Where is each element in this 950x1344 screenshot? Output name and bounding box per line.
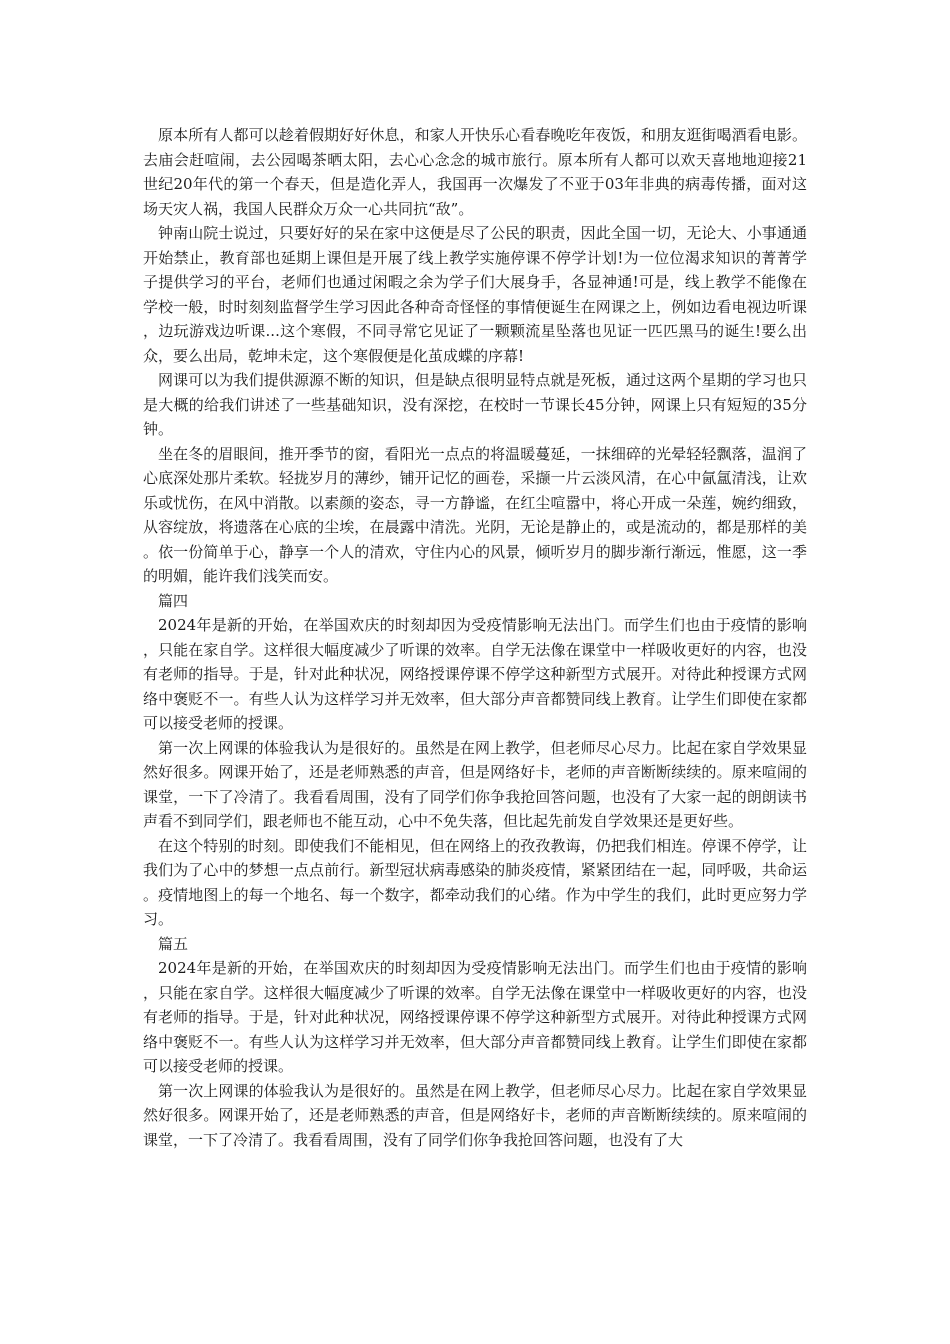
paragraph: 2024年是新的开始，在举国欢庆的时刻却因为受疫情影响无法出门。而学生们也由于疫情的影响，只能在家自学。这样很大幅度减少了听课的效率。自学无法像在课堂中一样吸收更好的内容，也没有老师的指导。于是，针对此种状况，网络授课停课不停学这种新型方式展开。对待此种授课方式网络中褒贬不一。有些人认为这样学习并无效率，但大部分声音都赞同线上教育。让学生们即使在家都可以接受老师的授课。	[143, 959, 807, 1075]
paragraph: 网课可以为我们提供源源不断的知识，但是缺点很明显特点就是死板，通过这两个星期的学习也只是大概的给我们讲述了一些基础知识，没有深挖，在校时一节课长45分钟，网课上只有短短的35分钟。	[143, 371, 807, 438]
section-heading: 篇五	[158, 934, 189, 953]
paragraph: 第一次上网课的体验我认为是很好的。虽然是在网上教学，但老师尽心尽力。比起在家自学效果显然好很多。网课开始了，还是老师熟悉的声音，但是网络好卡，老师的声音断断续续的。原来喧闹的课堂，一下了冷清了。我看看周围，没有了同学们你争我抢回答问题，也没有了大家一起的朗朗读书声看不到同学们，跟老师也不能互动，心中不免失落，但比起先前发自学效果还是更好些。	[143, 738, 807, 830]
paragraph: 钟南山院士说过，只要好好的呆在家中这便是尽了公民的职责，因此全国一切，无论大、小事通通开始禁止，教育部也延期上课但是开展了线上教学实施停课不停学计划!为一位位渴求知识的菁菁学子提供学习的平台，老师们也通过闲暇之余为学子们大展身手，各显神通!可是，线上教学不能像在学校一般，时时刻刻监督学生学习因此各种奇奇怪怪的事情便诞生在网课之上，例如边看电视边听课，边玩游戏边听课...这个寒假，不同寻常它见证了一颗颗流星坠落也见证一匹匹黑马的诞生!要么出众，要么出局，乾坤未定，这个寒假便是化茧成蝶的序幕!	[143, 224, 807, 365]
paragraph: 第一次上网课的体验我认为是很好的。虽然是在网上教学，但老师尽心尽力。比起在家自学效果显然好很多。网课开始了，还是老师熟悉的声音，但是网络好卡，老师的声音断断续续的。原来喧闹的课堂，一下了冷清了。我看看周围，没有了同学们你争我抢回答问题，也没有了大	[143, 1081, 807, 1149]
document-body	[143, 123, 807, 1152]
section-heading: 篇四	[158, 591, 189, 610]
paragraph: 原本所有人都可以趁着假期好好休息，和家人开快乐心看春晚吃年夜饭，和朋友逛街喝酒看电影。去庙会赶喧闹，去公园喝茶晒太阳，去心心念念的城市旅行。原本所有人都可以欢天喜地地迎接21世纪20年代的第一个春天，但是造化弄人，我国再一次爆发了不亚于03年非典的病毒传播，面对这场天灾人祸，我国人民群众万众一心共同抗“敌”。	[143, 126, 807, 218]
paragraph: 在这个特别的时刻。即使我们不能相见，但在网络上的孜孜教诲，仍把我们相连。停课不停学，让我们为了心中的梦想一点点前行。新型冠状病毒感染的肺炎疫情，紧紧团结在一起，同呼吸，共命运。疫情地图上的每一个地名、每一个数字，都牵动我们的心绪。作为中学生的我们，此时更应努力学习。	[143, 836, 807, 928]
paragraph: 2024年是新的开始，在举国欢庆的时刻却因为受疫情影响无法出门。而学生们也由于疫情的影响，只能在家自学。这样很大幅度减少了听课的效率。自学无法像在课堂中一样吸收更好的内容，也没有老师的指导。于是，针对此种状况，网络授课停课不停学这种新型方式展开。对待此种授课方式网络中褒贬不一。有些人认为这样学习并无效率，但大部分声音都赞同线上教育。让学生们即使在家都可以接受老师的授课。	[143, 616, 807, 732]
paragraph: 坐在冬的眉眼间，推开季节的窗，看阳光一点点的将温暖蔓延，一抹细碎的光晕轻轻飘落，温润了心底深处那片柔软。轻拢岁月的薄纱，铺开记忆的画卷，采撷一片云淡风清，在心中氤氲清浅，让欢乐或忧伤，在风中消散。以素颜的姿态，寻一方静谧，在红尘喧嚣中，将心开成一朵莲，婉约细致，从容绽放，将遗落在心底的尘埃，在晨露中清洗。光阴，无论是静止的，或是流动的，都是那样的美。依一份简单于心，静享一个人的清欢，守住内心的风景，倾听岁月的脚步渐行渐远，惟愿，这一季的明媚，能许我们浅笑而安。	[143, 444, 807, 585]
